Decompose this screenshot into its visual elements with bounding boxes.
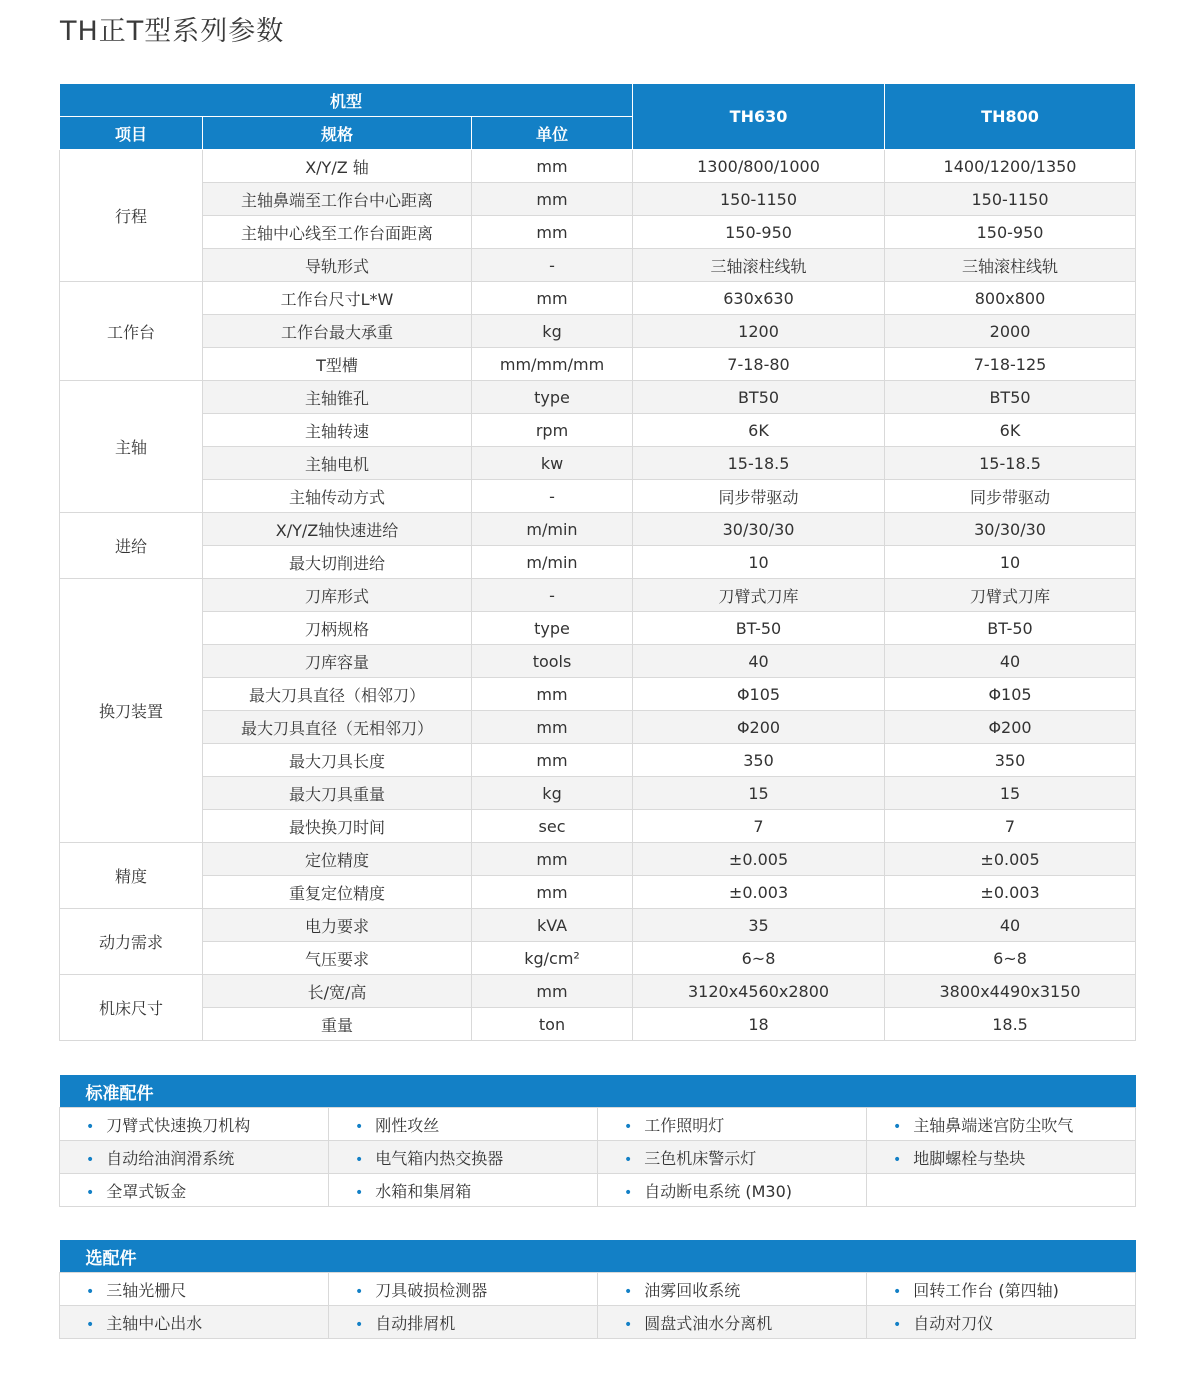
unit-cell: sec [472,810,633,843]
unit-cell: kg/cm² [472,942,633,975]
table-row [60,150,1136,183]
accessory-cell [867,1174,1136,1207]
th800-value-cell: 15 [885,777,1136,810]
accessory-cell [329,1108,598,1141]
spec-cell: 最快换刀时间 [203,810,472,843]
th800-value-cell: 3800x4490x3150 [885,975,1136,1008]
bullet-icon: • [624,1283,633,1300]
unit-cell: mm [472,678,633,711]
unit-cell: kVA [472,909,633,942]
th630-value-cell: 18 [633,1008,885,1041]
spec-cell: 气压要求 [203,942,472,975]
accessory-item: 刚性攻丝 [375,1115,440,1135]
spec-cell: 最大刀具重量 [203,777,472,810]
accessory-cell [867,1273,1136,1306]
accessory-cell [329,1174,598,1207]
unit-cell: - [472,249,633,282]
accessory-cell [867,1306,1136,1339]
bullet-icon: • [355,1283,364,1300]
spec-cell: 刀库容量 [203,645,472,678]
optional-accessories-table [59,1240,1136,1339]
table-row [60,942,1136,975]
bullet-icon: • [355,1184,364,1201]
accessory-item: 三轴光栅尺 [106,1280,187,1300]
bullet-icon: • [624,1316,633,1333]
th630-value-cell: 150-1150 [633,183,885,216]
table-row [60,843,1136,876]
accessory-cell [60,1174,329,1207]
table-row [60,744,1136,777]
spec-cell: 重复定位精度 [203,876,472,909]
accessory-item: 水箱和集屑箱 [375,1181,472,1201]
accessory-cell [60,1306,329,1339]
spec-cell: 主轴传动方式 [203,480,472,513]
th800-value-cell: 6K [885,414,1136,447]
th630-value-cell: 同步带驱动 [633,480,885,513]
unit-header: 单位 [472,117,633,150]
unit-cell: rpm [472,414,633,447]
th800-value-cell: 40 [885,909,1136,942]
unit-cell: mm [472,744,633,777]
th800-value-cell: 三轴滚柱线轨 [885,249,1136,282]
th800-value-cell: 1400/1200/1350 [885,150,1136,183]
th630-value-cell: ±0.003 [633,876,885,909]
table-row [60,249,1136,282]
unit-cell: mm/mm/mm [472,348,633,381]
table-row [60,1141,1136,1174]
table-row [60,645,1136,678]
table-row [60,348,1136,381]
unit-cell: type [472,612,633,645]
th800-value-cell: 350 [885,744,1136,777]
th800-value-cell: 15-18.5 [885,447,1136,480]
bullet-icon: • [893,1283,902,1300]
accessory-cell [329,1273,598,1306]
spec-cell: T型槽 [203,348,472,381]
th630-value-cell: Φ200 [633,711,885,744]
spec-cell: 刀库形式 [203,579,472,612]
bullet-icon: • [624,1151,633,1168]
spec-cell: 最大切削进给 [203,546,472,579]
accessory-cell [60,1141,329,1174]
th800-value-cell: 150-950 [885,216,1136,249]
th800-value-cell: 2000 [885,315,1136,348]
accessory-cell [329,1141,598,1174]
th800-value-cell: 6~8 [885,942,1136,975]
bullet-icon: • [355,1151,364,1168]
group-label: 主轴 [60,381,203,513]
unit-cell: kw [472,447,633,480]
accessory-cell [60,1108,329,1141]
table-row [60,612,1136,645]
accessory-item: 工作照明灯 [644,1115,725,1135]
table-row [60,381,1136,414]
table-row [60,1306,1136,1339]
spec-header: 规格 [203,117,472,150]
spec-cell: 导轨形式 [203,249,472,282]
spec-table [59,84,1136,1041]
accessory-item: 自动对刀仪 [913,1313,994,1333]
bullet-icon: • [86,1316,95,1333]
th630-value-cell: 10 [633,546,885,579]
spec-cell: 最大刀具直径（无相邻刀） [203,711,472,744]
table-row [60,447,1136,480]
spec-cell: 主轴锥孔 [203,381,472,414]
unit-cell: tools [472,645,633,678]
th800-value-cell: Φ200 [885,711,1136,744]
bullet-icon: • [893,1316,902,1333]
unit-cell: m/min [472,513,633,546]
th800-value-cell: BT-50 [885,612,1136,645]
th630-value-cell: 15-18.5 [633,447,885,480]
accessory-item: 油雾回收系统 [644,1280,741,1300]
spec-cell: 主轴转速 [203,414,472,447]
model-th630-header: TH630 [633,84,885,150]
th630-value-cell: 40 [633,645,885,678]
th630-value-cell: 刀臂式刀库 [633,579,885,612]
accessory-item: 回转工作台 (第四轴) [913,1280,1059,1300]
th630-value-cell: 3120x4560x2800 [633,975,885,1008]
spec-cell: X/Y/Z轴快速进给 [203,513,472,546]
optional-accessories-title: 选配件 [60,1240,1136,1273]
th800-value-cell: 18.5 [885,1008,1136,1041]
standard-accessories-table [59,1075,1136,1207]
unit-cell: type [472,381,633,414]
th800-value-cell: 30/30/30 [885,513,1136,546]
table-row [60,909,1136,942]
th800-value-cell: ±0.003 [885,876,1136,909]
accessory-cell [598,1108,867,1141]
spec-cell: 主轴电机 [203,447,472,480]
accessory-item: 自动给油润滑系统 [106,1148,235,1168]
table-row [60,546,1136,579]
th630-value-cell: BT-50 [633,612,885,645]
spec-cell: 电力要求 [203,909,472,942]
accessory-item: 三色机床警示灯 [644,1148,757,1168]
accessory-item: 自动排屑机 [375,1313,456,1333]
unit-cell: kg [472,315,633,348]
table-row [60,711,1136,744]
th630-value-cell: 三轴滚柱线轨 [633,249,885,282]
bullet-icon: • [86,1184,95,1201]
spec-cell: X/Y/Z 轴 [203,150,472,183]
bullet-icon: • [355,1118,364,1135]
spec-cell: 主轴中心线至工作台面距离 [203,216,472,249]
spec-cell: 最大刀具直径（相邻刀） [203,678,472,711]
table-row [60,1273,1136,1306]
th630-value-cell: ±0.005 [633,843,885,876]
accessory-cell [598,1306,867,1339]
group-label: 精度 [60,843,203,909]
group-label: 工作台 [60,282,203,381]
spec-cell: 工作台尺寸L*W [203,282,472,315]
accessory-item: 圆盘式油水分离机 [644,1313,773,1333]
bullet-icon: • [86,1118,95,1135]
unit-cell: mm [472,183,633,216]
spec-cell: 定位精度 [203,843,472,876]
th800-value-cell: 800x800 [885,282,1136,315]
spec-cell: 刀柄规格 [203,612,472,645]
table-row [60,414,1136,447]
group-label: 换刀装置 [60,579,203,843]
bullet-icon: • [624,1184,633,1201]
th630-value-cell: 1200 [633,315,885,348]
th800-value-cell: Φ105 [885,678,1136,711]
bullet-icon: • [893,1118,902,1135]
table-row [60,579,1136,612]
th630-value-cell: 150-950 [633,216,885,249]
unit-cell: ton [472,1008,633,1041]
bullet-icon: • [624,1118,633,1135]
spec-cell: 工作台最大承重 [203,315,472,348]
table-row [60,315,1136,348]
th800-value-cell: 10 [885,546,1136,579]
bullet-icon: • [355,1316,364,1333]
accessory-item: 全罩式钣金 [106,1181,187,1201]
unit-cell: kg [472,777,633,810]
accessory-cell [329,1306,598,1339]
th630-value-cell: 7 [633,810,885,843]
unit-cell: - [472,579,633,612]
spec-cell: 主轴鼻端至工作台中心距离 [203,183,472,216]
table-row [60,876,1136,909]
spec-cell: 重量 [203,1008,472,1041]
group-label: 行程 [60,150,203,282]
th800-value-cell: BT50 [885,381,1136,414]
accessory-item: 主轴鼻端迷宫防尘吹气 [913,1115,1074,1135]
th630-value-cell: 30/30/30 [633,513,885,546]
unit-cell: mm [472,975,633,1008]
table-row [60,1108,1136,1141]
unit-cell: - [472,480,633,513]
table-row [60,1174,1136,1207]
table-row [60,282,1136,315]
th800-value-cell: 150-1150 [885,183,1136,216]
table-row [60,216,1136,249]
th800-value-cell: 40 [885,645,1136,678]
th630-value-cell: 630x630 [633,282,885,315]
unit-cell: mm [472,843,633,876]
model-th800-header: TH800 [885,84,1136,150]
table-row [60,810,1136,843]
th800-value-cell: 同步带驱动 [885,480,1136,513]
spec-cell: 长/宽/高 [203,975,472,1008]
table-row [60,480,1136,513]
spec-cell: 最大刀具长度 [203,744,472,777]
th800-value-cell: 刀臂式刀库 [885,579,1136,612]
accessory-item: 自动断电系统 (M30) [644,1181,793,1201]
unit-cell: mm [472,876,633,909]
th630-value-cell: 1300/800/1000 [633,150,885,183]
unit-cell: mm [472,216,633,249]
th630-value-cell: 7-18-80 [633,348,885,381]
table-row [60,513,1136,546]
table-row [60,183,1136,216]
standard-accessories-title: 标准配件 [60,1075,1136,1108]
th630-value-cell: Φ105 [633,678,885,711]
table-row [60,678,1136,711]
accessory-item: 刀具破损检测器 [375,1280,488,1300]
table-row [60,777,1136,810]
accessory-item: 刀臂式快速换刀机构 [106,1115,251,1135]
th800-value-cell: ±0.005 [885,843,1136,876]
th630-value-cell: 350 [633,744,885,777]
group-label: 机床尺寸 [60,975,203,1041]
unit-cell: m/min [472,546,633,579]
model-header: 机型 [60,84,633,117]
table-row [60,975,1136,1008]
group-label: 动力需求 [60,909,203,975]
accessory-cell [598,1174,867,1207]
th800-value-cell: 7-18-125 [885,348,1136,381]
unit-cell: mm [472,150,633,183]
accessory-cell [598,1273,867,1306]
accessory-cell [60,1273,329,1306]
th630-value-cell: BT50 [633,381,885,414]
unit-cell: mm [472,711,633,744]
accessory-cell [598,1141,867,1174]
th630-value-cell: 6K [633,414,885,447]
table-row [60,1008,1136,1041]
th800-value-cell: 7 [885,810,1136,843]
bullet-icon: • [86,1151,95,1168]
accessory-cell [867,1141,1136,1174]
bullet-icon: • [893,1151,902,1168]
th630-value-cell: 35 [633,909,885,942]
unit-cell: mm [472,282,633,315]
accessory-item: 主轴中心出水 [106,1313,203,1333]
item-header: 项目 [60,117,203,150]
accessory-cell [867,1108,1136,1141]
accessory-item: 地脚螺栓与垫块 [913,1148,1026,1168]
group-label: 进给 [60,513,203,579]
page-title: TH正T型系列参数 [60,16,285,47]
bullet-icon: • [86,1283,95,1300]
th630-value-cell: 15 [633,777,885,810]
accessory-item: 电气箱内热交换器 [375,1148,504,1168]
th630-value-cell: 6~8 [633,942,885,975]
